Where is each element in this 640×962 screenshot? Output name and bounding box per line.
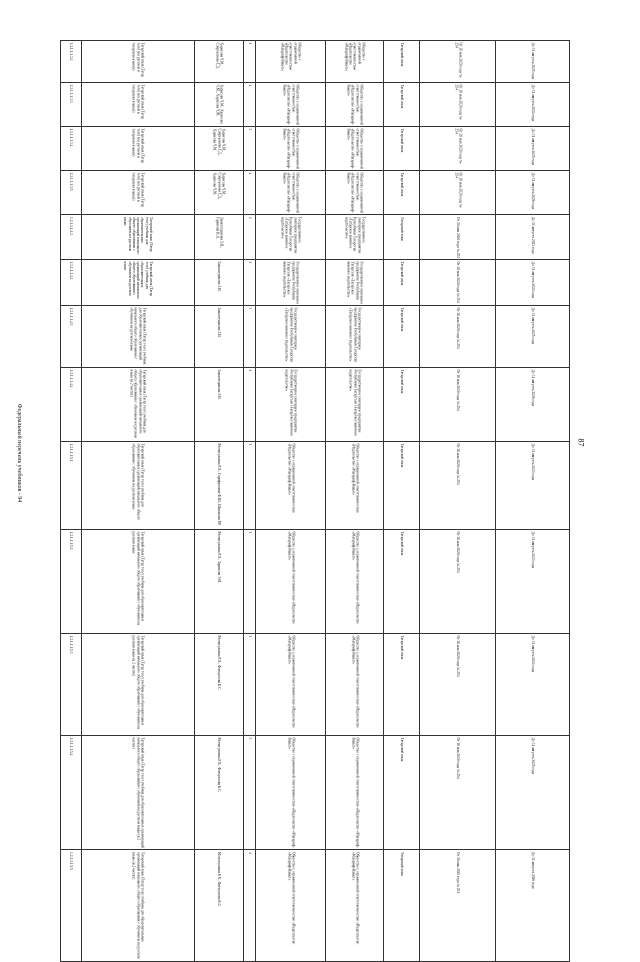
cell-text: От 20 мая 2020 года № 254 [453, 42, 462, 78]
cell-order [419, 306, 495, 368]
cell-until [495, 736, 570, 850]
cell-text: 1.2.1.1.1.5.2 [69, 531, 74, 550]
cell-text: Татарский язык (Татар теле) учебник для образовательных организаций начального общего образования с обучением на русском языке [131, 531, 145, 625]
cell-publisher-legal [325, 306, 383, 368]
cell-language [383, 442, 419, 530]
cell-text: Мотыгуллина Р.Х., Зарипова Э.И. [217, 531, 222, 583]
cell-text: От 20 мая 2020 года № 254 [455, 261, 460, 303]
cell-authors [194, 83, 243, 127]
cell-text: 1.2.1.1.1.3.3 [69, 84, 74, 103]
cell-language [383, 736, 419, 850]
cell-grade [243, 850, 255, 961]
cell-title [81, 442, 194, 530]
cell-text: Татарский язык (Татар теле) (на русском и татарском языках) [131, 128, 145, 164]
cell-text: До 31 августа 2025 года [530, 42, 535, 79]
cell-authors [194, 306, 243, 368]
cell-order [419, 368, 495, 442]
cell-until [495, 215, 570, 260]
cell-title [81, 171, 194, 215]
cell-text: 1.2.1.1.1.4.2 [69, 261, 74, 280]
cell-title [81, 530, 194, 634]
cell-text: Харисова Ч.М., Сэиргалиева Г.Д. [215, 42, 224, 69]
cell-publisher-legal [325, 215, 383, 260]
cell-language [383, 634, 419, 736]
cell-language [383, 368, 419, 442]
cell-text: Общество с ограниченной ответственностью «Издательство «Магариф-Вакыт» [286, 737, 295, 848]
cell-title [81, 260, 194, 306]
cell-text: Татарский язык (Татар теле) (на русском и татарском языках) [131, 172, 145, 208]
cell-text: До 31 августа 2024 года [530, 635, 535, 672]
cell-text: Татарский язык (Татар теле) (на русском и татарском языках) [131, 84, 145, 120]
cell-text: Общество с ограниченной ответственностью «Издательство «Магариф-Вакыт» [286, 531, 295, 624]
cell-until [495, 306, 570, 368]
cell-title [81, 850, 194, 961]
cell-code [60, 850, 81, 961]
cell-until [495, 41, 570, 83]
cell-publisher [255, 171, 325, 215]
cell-title [81, 306, 194, 368]
cell-text: 3 [247, 128, 252, 131]
cell-language [383, 850, 419, 961]
cell-order [419, 736, 495, 850]
cell-text: 1.2.1.1.1.5.3 [69, 635, 74, 654]
cell-text: Общество с ограниченной ответственностью «Издательство «Магариф-Вакыт» [286, 635, 295, 728]
cell-text: 3 [247, 307, 252, 310]
cell-text: 1.2.1.1.1.4.4 [69, 369, 74, 388]
table-row [60, 214, 570, 260]
cell-text: От 20 мая 2020 года № 254 [453, 172, 462, 208]
cell-publisher [255, 41, 325, 83]
cell-publisher [255, 850, 325, 961]
cell-text: Общество с ограниченной ответственностью «Издательство «Магариф-Вакыт» [346, 128, 364, 169]
cell-code [60, 127, 81, 171]
cell-text: Татарский язык [399, 128, 404, 153]
cell-text: Общество с ограниченной ответственностью «Издательство «Магариф-Вакыт» [346, 84, 364, 125]
cell-publisher [255, 260, 325, 306]
cell-code [60, 736, 81, 850]
cell-code [60, 83, 81, 127]
cell-text: Общество с ограниченной ответственностью «Издательство «Магариф-Вакыт» [286, 851, 295, 944]
cell-text: Татарский язык [399, 635, 404, 660]
cell-publisher-legal [325, 368, 383, 442]
cell-authors [194, 260, 243, 306]
cell-until [495, 171, 570, 215]
page-footer-text: Федеральный перечень учебников - 94 [16, 403, 22, 502]
cell-text: Государственное унитарное предприятие Республики Татарстан «Татарское книжное издательство» [348, 307, 361, 363]
cell-publisher-legal [325, 530, 383, 634]
cell-text: Татарский язык (Татар теле) учебник для образовательных организаций начального общего образования с обучением на русском языке (в 2 частях) [131, 635, 145, 729]
cell-text: Харисова Ч.М., Харисова Ч.М., Харисова Ч.М. [215, 84, 224, 124]
cell-order [419, 850, 495, 961]
cell-authors [194, 127, 243, 171]
cell-text: Общество с ограниченной ответственностью «Издательство «Магариф-Вакыт» [350, 737, 359, 848]
cell-authors [194, 171, 243, 215]
cell-text: Государственное унитарное предприятие Республики Татарстан «Татарское книжное издательство» [344, 216, 366, 253]
cell-order [419, 41, 495, 83]
cell-until [495, 83, 570, 127]
cell-text: 1.2.1.1.1.5.1 [69, 443, 74, 462]
cell-text: Татарский язык [399, 369, 404, 394]
cell-publisher [255, 215, 325, 260]
cell-text: Мотыгуллина Р.Х., Фатхуллова К.С. [217, 737, 222, 793]
cell-text: Харисова Ч.М., Сэиргалиева Г.Д., Харисова Ч.М. [212, 128, 226, 156]
cell-publisher-legal [325, 736, 383, 850]
cell-text: До 31 августа 2025 года [530, 128, 535, 165]
cell-authors [194, 41, 243, 83]
cell-text: До 31 августа 2026 года [530, 369, 535, 406]
cell-text: От 20 мая 2020 года № 254 [455, 443, 460, 485]
cell-text: Общество с ограниченной ответственностью «Издательство «Магариф-Вакыт» [282, 84, 300, 125]
cell-publisher [255, 306, 325, 368]
cell-text: 2 [247, 635, 252, 638]
cell-language [383, 171, 419, 215]
cell-text: До 31 августа 2025 года [530, 737, 535, 774]
cell-until [495, 442, 570, 530]
cell-grade [243, 442, 255, 530]
cell-publisher-legal [325, 127, 383, 171]
cell-grade [243, 41, 255, 83]
cell-authors [194, 442, 243, 530]
cell-order [419, 634, 495, 736]
cell-text: До 31 августа 2023 года [530, 216, 535, 253]
cell-text: От 20 мая 2020 года № 254 [453, 128, 462, 164]
cell-text: До 31 августа 2024 года [530, 261, 535, 298]
cell-order [419, 215, 495, 260]
cell-code [60, 306, 81, 368]
cell-code [60, 41, 81, 83]
cell-publisher-legal [325, 260, 383, 306]
cell-language [383, 306, 419, 368]
cell-grade [243, 306, 255, 368]
cell-text: До 31 августа 2026 года [530, 851, 535, 888]
cell-order [419, 530, 495, 634]
cell-title [81, 127, 194, 171]
cell-order [419, 171, 495, 215]
cell-text: Татарский язык [399, 261, 404, 286]
cell-until [495, 634, 570, 736]
cell-publisher [255, 736, 325, 850]
cell-text: От 20 мая 2020 года № 254 [455, 216, 460, 258]
cell-language [383, 41, 419, 83]
cell-authors [194, 736, 243, 850]
cell-publisher [255, 530, 325, 634]
cell-text: Татарский язык (Татар теле) (на русском и татарском языках) [131, 42, 145, 78]
cell-code [60, 442, 81, 530]
cell-text: Мотыгуллина Р.Х., Фатхуллова К.С. [217, 635, 222, 691]
cell-authors [194, 215, 243, 260]
cell-publisher [255, 634, 325, 736]
cell-publisher-legal [325, 442, 383, 530]
cell-authors [194, 634, 243, 736]
cell-text: 1.2.1.1.1.4.1 [69, 216, 74, 235]
cell-text: От 20 мая 2020 года № 254 [455, 531, 460, 573]
cell-grade [243, 736, 255, 850]
cell-text: Государственное унитарное предприятие Республики Татарстан «Татарское книжное издательство» [282, 261, 300, 305]
cell-text: Государственное унитарное предприятие Республики Татарстан «Татарское книжное издательство» [284, 307, 297, 363]
cell-language [383, 260, 419, 306]
cell-text: 4 [247, 851, 252, 854]
cell-text: Государственное унитарное предприятие Республики Татарстан «Татарское книжное издательство» [346, 261, 364, 305]
cell-until [495, 530, 570, 634]
cell-code [60, 260, 81, 306]
cell-text: Татарский язык [399, 307, 404, 332]
cell-text: Государственное унитарное предприятие Республики Татарстан «Татарское книжное издательство» [280, 216, 302, 253]
cell-title [81, 83, 194, 127]
cell-text: Замалетдинова З.Н., Гарипова В.А. [215, 216, 224, 248]
cell-text: От 20 мая 2020 года № 254 [455, 635, 460, 677]
cell-text: 2 [247, 261, 252, 264]
cell-order [419, 260, 495, 306]
cell-text: Общество с ограниченной ответственностью «Издательство «Магариф-Вакыт» [350, 531, 359, 624]
cell-order [419, 442, 495, 530]
cell-text: Общество с ограниченной ответственностью «Издательство «Магариф-Вакыт» [350, 443, 359, 513]
cell-text: От 20 мая 2020 года № 254 [455, 307, 460, 349]
table-row [60, 305, 570, 368]
cell-grade [243, 171, 255, 215]
cell-text: От 20 мая 2020 года № 254 [455, 737, 460, 779]
table-row [60, 529, 570, 634]
textbook-table [60, 40, 570, 959]
cell-publisher [255, 127, 325, 171]
cell-text: Татарский язык [399, 443, 404, 468]
cell-text: Мотыгуллина Р.Х., Фатхуллова К.С. [217, 851, 222, 907]
cell-text: До 31 августа 2024 года [530, 84, 535, 121]
cell-authors [194, 368, 243, 442]
cell-code [60, 368, 81, 442]
cell-text: Татарский язык [399, 531, 404, 556]
cell-text: 1 [247, 42, 252, 45]
cell-text: 4 [247, 369, 252, 372]
page-number: 87 [576, 438, 586, 447]
cell-text: Общество с ограниченной ответственностью «Издательство «Магариф-Вакыт» [282, 172, 300, 213]
cell-text: Общество с ограниченной ответственностью «Издательство «Магариф-Вакыт» [346, 172, 364, 213]
cell-text: 1 [247, 216, 252, 219]
cell-grade [243, 368, 255, 442]
cell-text: До 31 августа 2025 года [530, 307, 535, 344]
cell-authors [194, 850, 243, 961]
cell-text: Государственное унитарное предприятие Республики Татарстан «Татарское книжное издательство» [284, 369, 297, 437]
cell-text: Татарский язык (Татар теле) учебник для образовательных организаций начального общего образования с обучением на русском языке [129, 307, 147, 365]
cell-code [60, 634, 81, 736]
cell-code [60, 530, 81, 634]
cell-text: Харисова Ч.М., Сэиргалиева Г.Д., Харисова Ч.М. [212, 172, 226, 200]
table-row [60, 367, 570, 442]
cell-publisher [255, 442, 325, 530]
cell-text: От 20 мая 2020 года № 254 [455, 369, 460, 411]
cell-text: 3 [247, 737, 252, 740]
cell-text: Общество с ограниченной ответственностью «Издательство «Магариф-Вакыт» [282, 128, 300, 169]
cell-text: Общество с ограниченной ответственностью «Издательство «Магариф-Вакыт» [344, 42, 366, 71]
cell-text: Татарский язык (Татар теле) учебник для образовательных организаций начального общего образования с обучением на русском языке (в 2 частях) [131, 851, 145, 959]
cell-text: Татарский язык (Татар теле) учебник для образовательных организаций начального общего образования с обучением на русском языке (в 2 частях) [131, 737, 145, 848]
cell-text: Татарский язык (Татар теле) учебник для образовательных организаций начального общего образования с обучением на русском языке [131, 443, 145, 520]
cell-text: Замалетдинова З.Н. [217, 261, 222, 292]
cell-code [60, 215, 81, 260]
table-row [60, 735, 570, 850]
cell-text: 1.2.1.1.1.4.3 [69, 307, 74, 326]
cell-grade [243, 634, 255, 736]
cell-until [495, 850, 570, 961]
table-row [60, 259, 570, 306]
cell-title [81, 41, 194, 83]
cell-text: Татарский язык [399, 737, 404, 762]
table-row [60, 40, 570, 83]
cell-language [383, 83, 419, 127]
cell-order [419, 127, 495, 171]
cell-publisher [255, 368, 325, 442]
cell-text: 1 [247, 443, 252, 446]
cell-text: Общество с ограниченной ответственностью «Издательство «Магариф-Вакыт» [350, 851, 359, 944]
table-row [60, 441, 570, 530]
table-row [60, 633, 570, 736]
table-row [60, 170, 570, 215]
cell-publisher-legal [325, 171, 383, 215]
cell-text: 4 [247, 172, 252, 175]
cell-text: От 20 мая 2020 года № 254 [455, 851, 460, 893]
cell-grade [243, 260, 255, 306]
table-row [60, 82, 570, 127]
cell-language [383, 215, 419, 260]
cell-title [81, 634, 194, 736]
cell-grade [243, 530, 255, 634]
cell-text: 1.2.1.1.1.3.5 [69, 172, 74, 191]
cell-publisher-legal [325, 41, 383, 83]
cell-text: 1.2.1.1.1.3.4 [69, 128, 74, 147]
cell-text: До 31 августа 2023 года [530, 531, 535, 568]
cell-order [419, 83, 495, 127]
cell-until [495, 127, 570, 171]
cell-grade [243, 215, 255, 260]
cell-grade [243, 127, 255, 171]
cell-text: Татарский язык [399, 42, 404, 67]
cell-title [81, 368, 194, 442]
cell-title [81, 736, 194, 850]
cell-publisher [255, 83, 325, 127]
cell-language [383, 530, 419, 634]
cell-text: Татарский язык (Татар теле) учебник для образовательных организаций начального общего образования с обучением на русском языке [123, 216, 154, 254]
cell-text: Общество с ограниченной ответственностью «Издательство «Магариф-Вакыт» [350, 635, 359, 728]
cell-text: Татарский язык [399, 216, 404, 241]
cell-text: Общество с ограниченной ответственностью «Издательство «Магариф-Вакыт» [280, 42, 302, 71]
cell-grade [243, 83, 255, 127]
cell-title [81, 215, 194, 260]
cell-text: Татарский язык [399, 172, 404, 197]
cell-text: Татарский язык (Татар теле) учебник для образовательных организаций начального общего образования с обучением на русском языке (в 2 частях) [129, 369, 147, 438]
cell-publisher-legal [325, 634, 383, 736]
cell-authors [194, 530, 243, 634]
cell-text: Татарский язык [399, 84, 404, 109]
cell-text: Общество с ограниченной ответственностью «Издательство «Магариф-Вакыт» [286, 443, 295, 513]
cell-text: 1.2.1.1.1.3.2 [69, 42, 74, 61]
cell-publisher-legal [325, 850, 383, 961]
cell-text: Мотыгуллина Р.Х., Гарифуллина Ф.Ш., Шигапова Р.Р. [217, 443, 222, 526]
cell-text: 1.2.1.1.1.5.5 [69, 851, 74, 870]
cell-text: Татарский язык (Татар теле) учебник для образовательных организаций начального общего образования с обучением на русском языке [123, 261, 154, 299]
cell-text: 1.2.1.1.1.5.4 [69, 737, 74, 756]
cell-code [60, 171, 81, 215]
cell-text: Государственное унитарное предприятие Республики Татарстан «Татарское книжное издательство» [348, 369, 361, 437]
cell-text: Замалетдинова З.Н. [217, 369, 222, 400]
table-row [60, 849, 570, 962]
cell-text: 1 [247, 531, 252, 534]
table-row [60, 126, 570, 171]
cell-until [495, 368, 570, 442]
cell-text: До 31 августа 2023 года [530, 443, 535, 480]
cell-until [495, 260, 570, 306]
cell-publisher-legal [325, 83, 383, 127]
cell-language [383, 127, 419, 171]
page-footer [14, 10, 24, 895]
cell-text: Татарский язык [399, 851, 404, 876]
cell-text: До 31 августа 2026 года [530, 172, 535, 209]
cell-text: Замалетдинова З.Н. [217, 307, 222, 338]
cell-text: От 20 мая 2020 года № 254 [453, 84, 462, 120]
cell-text: 2 [247, 84, 252, 87]
